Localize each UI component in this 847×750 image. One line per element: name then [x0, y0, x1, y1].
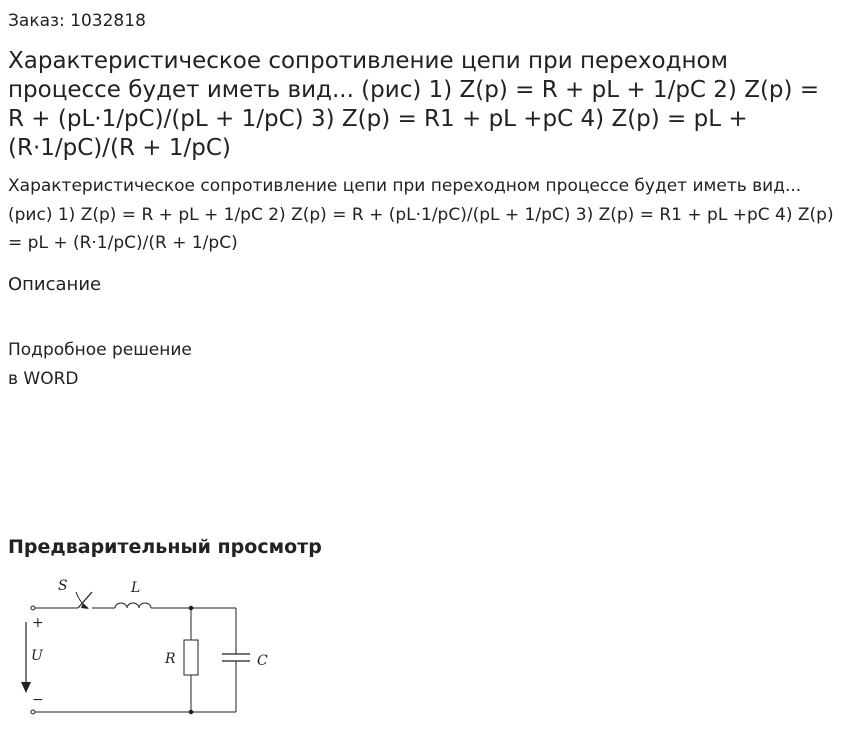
resistor-label: R: [165, 651, 176, 667]
minus-sign: −: [32, 692, 44, 708]
terminal-bottom: [31, 710, 35, 714]
page-title: Характеристическое сопротивление цепи при переходном процессе будет иметь вид... (рис) 1) Z(p) = R + pL + 1/pC 2) Z(p) = R + (pL·1/pC)/(pL + 1/pC) 3) Z(p) = R1 + pL +pC 4) Z(p) = pL + (R·1/pC)/(R + 1/pC): [8, 48, 820, 161]
capacitor-label: C: [257, 653, 268, 669]
solution-info: [8, 336, 192, 393]
order-number: Заказ: 1032818: [8, 11, 146, 31]
inductor-label: L: [131, 580, 141, 596]
terminal-top: [31, 606, 35, 610]
circuit-diagram: [10, 570, 280, 720]
voltage-arrowhead: [21, 682, 31, 693]
plus-sign: +: [32, 615, 44, 631]
inductor-symbol: [115, 603, 151, 608]
voltage-label: U: [31, 648, 43, 664]
junction-bottom: [189, 710, 193, 714]
switch-label: S: [58, 578, 68, 594]
description-section-label: Описание: [8, 274, 102, 295]
preview-heading: Предварительный просмотр: [8, 536, 322, 558]
switch-symbol: [70, 592, 115, 609]
solution-line-2: в WORD: [8, 368, 79, 389]
solution-line-1: Подробное решение: [8, 340, 192, 360]
task-description: Характеристическое сопротивление цепи при переходном процессе будет иметь вид... (рис) 1) Z(p) = R + pL + 1/pC 2) Z(p) = R + (pL·1/pC)/(pL + 1/pC) 3) Z(p) = R1 + pL +pC 4) Z(p) = pL + (R·1/pC)/(R + 1/pC): [8, 176, 834, 253]
resistor-symbol: [184, 640, 198, 675]
